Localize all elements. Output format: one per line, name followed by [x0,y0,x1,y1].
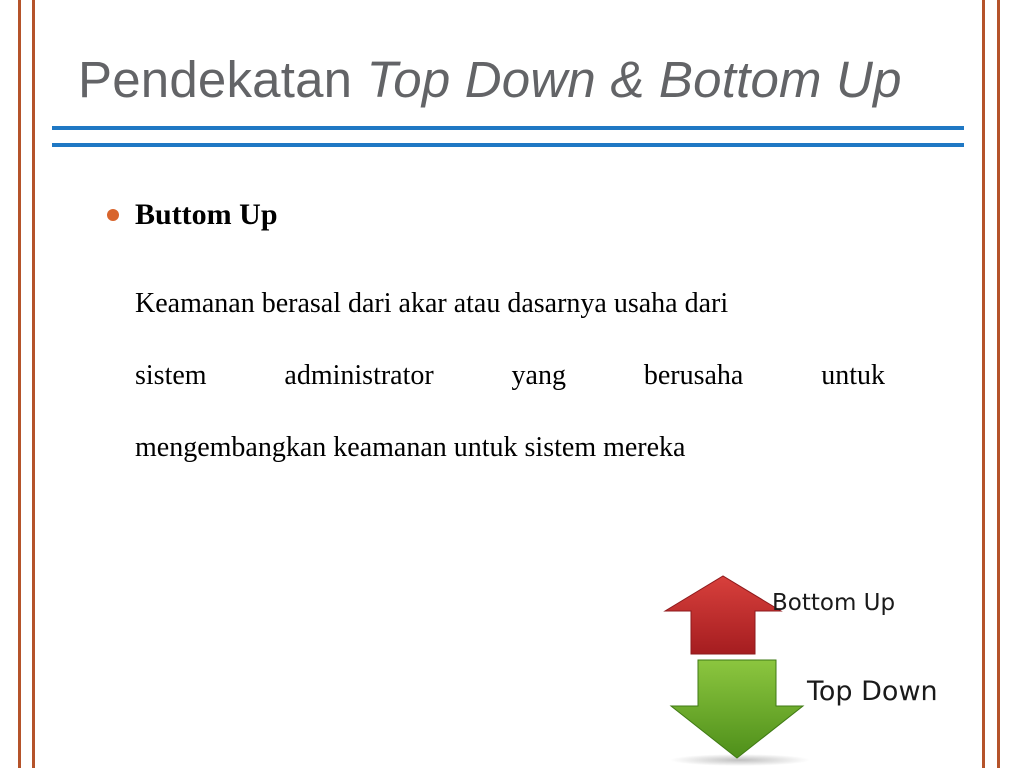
body-line-2 [135,340,885,412]
title-rule-top [52,126,964,130]
body-line-3: mengembangkan keamanan untuk sistem mereka [135,432,686,463]
down-arrow-icon [671,660,803,758]
bullet-body [135,268,885,484]
right-border-inner [982,0,985,768]
top-down-label: Top Down [807,676,938,707]
body-word: sistem [135,360,207,391]
body-word: administrator [284,360,434,391]
left-border-outer [18,0,21,768]
up-arrow-icon [665,576,781,654]
body-line-1: Keamanan berasal dari akar atau dasarnya usaha dari [135,288,729,319]
slide-title [78,52,902,108]
title-plain: Pendekatan [78,51,367,108]
title-italic: Top Down & Bottom Up [366,51,902,108]
bullet-heading: Buttom Up [135,198,278,231]
bottom-up-label: Bottom Up [772,590,896,616]
body-word: yang [511,360,566,391]
left-border-inner [32,0,35,768]
right-border-outer [997,0,1000,768]
body-word: untuk [821,360,885,391]
title-rule-bottom [52,143,964,147]
bullet-dot-icon [107,209,119,221]
body-word: berusaha [643,360,744,391]
